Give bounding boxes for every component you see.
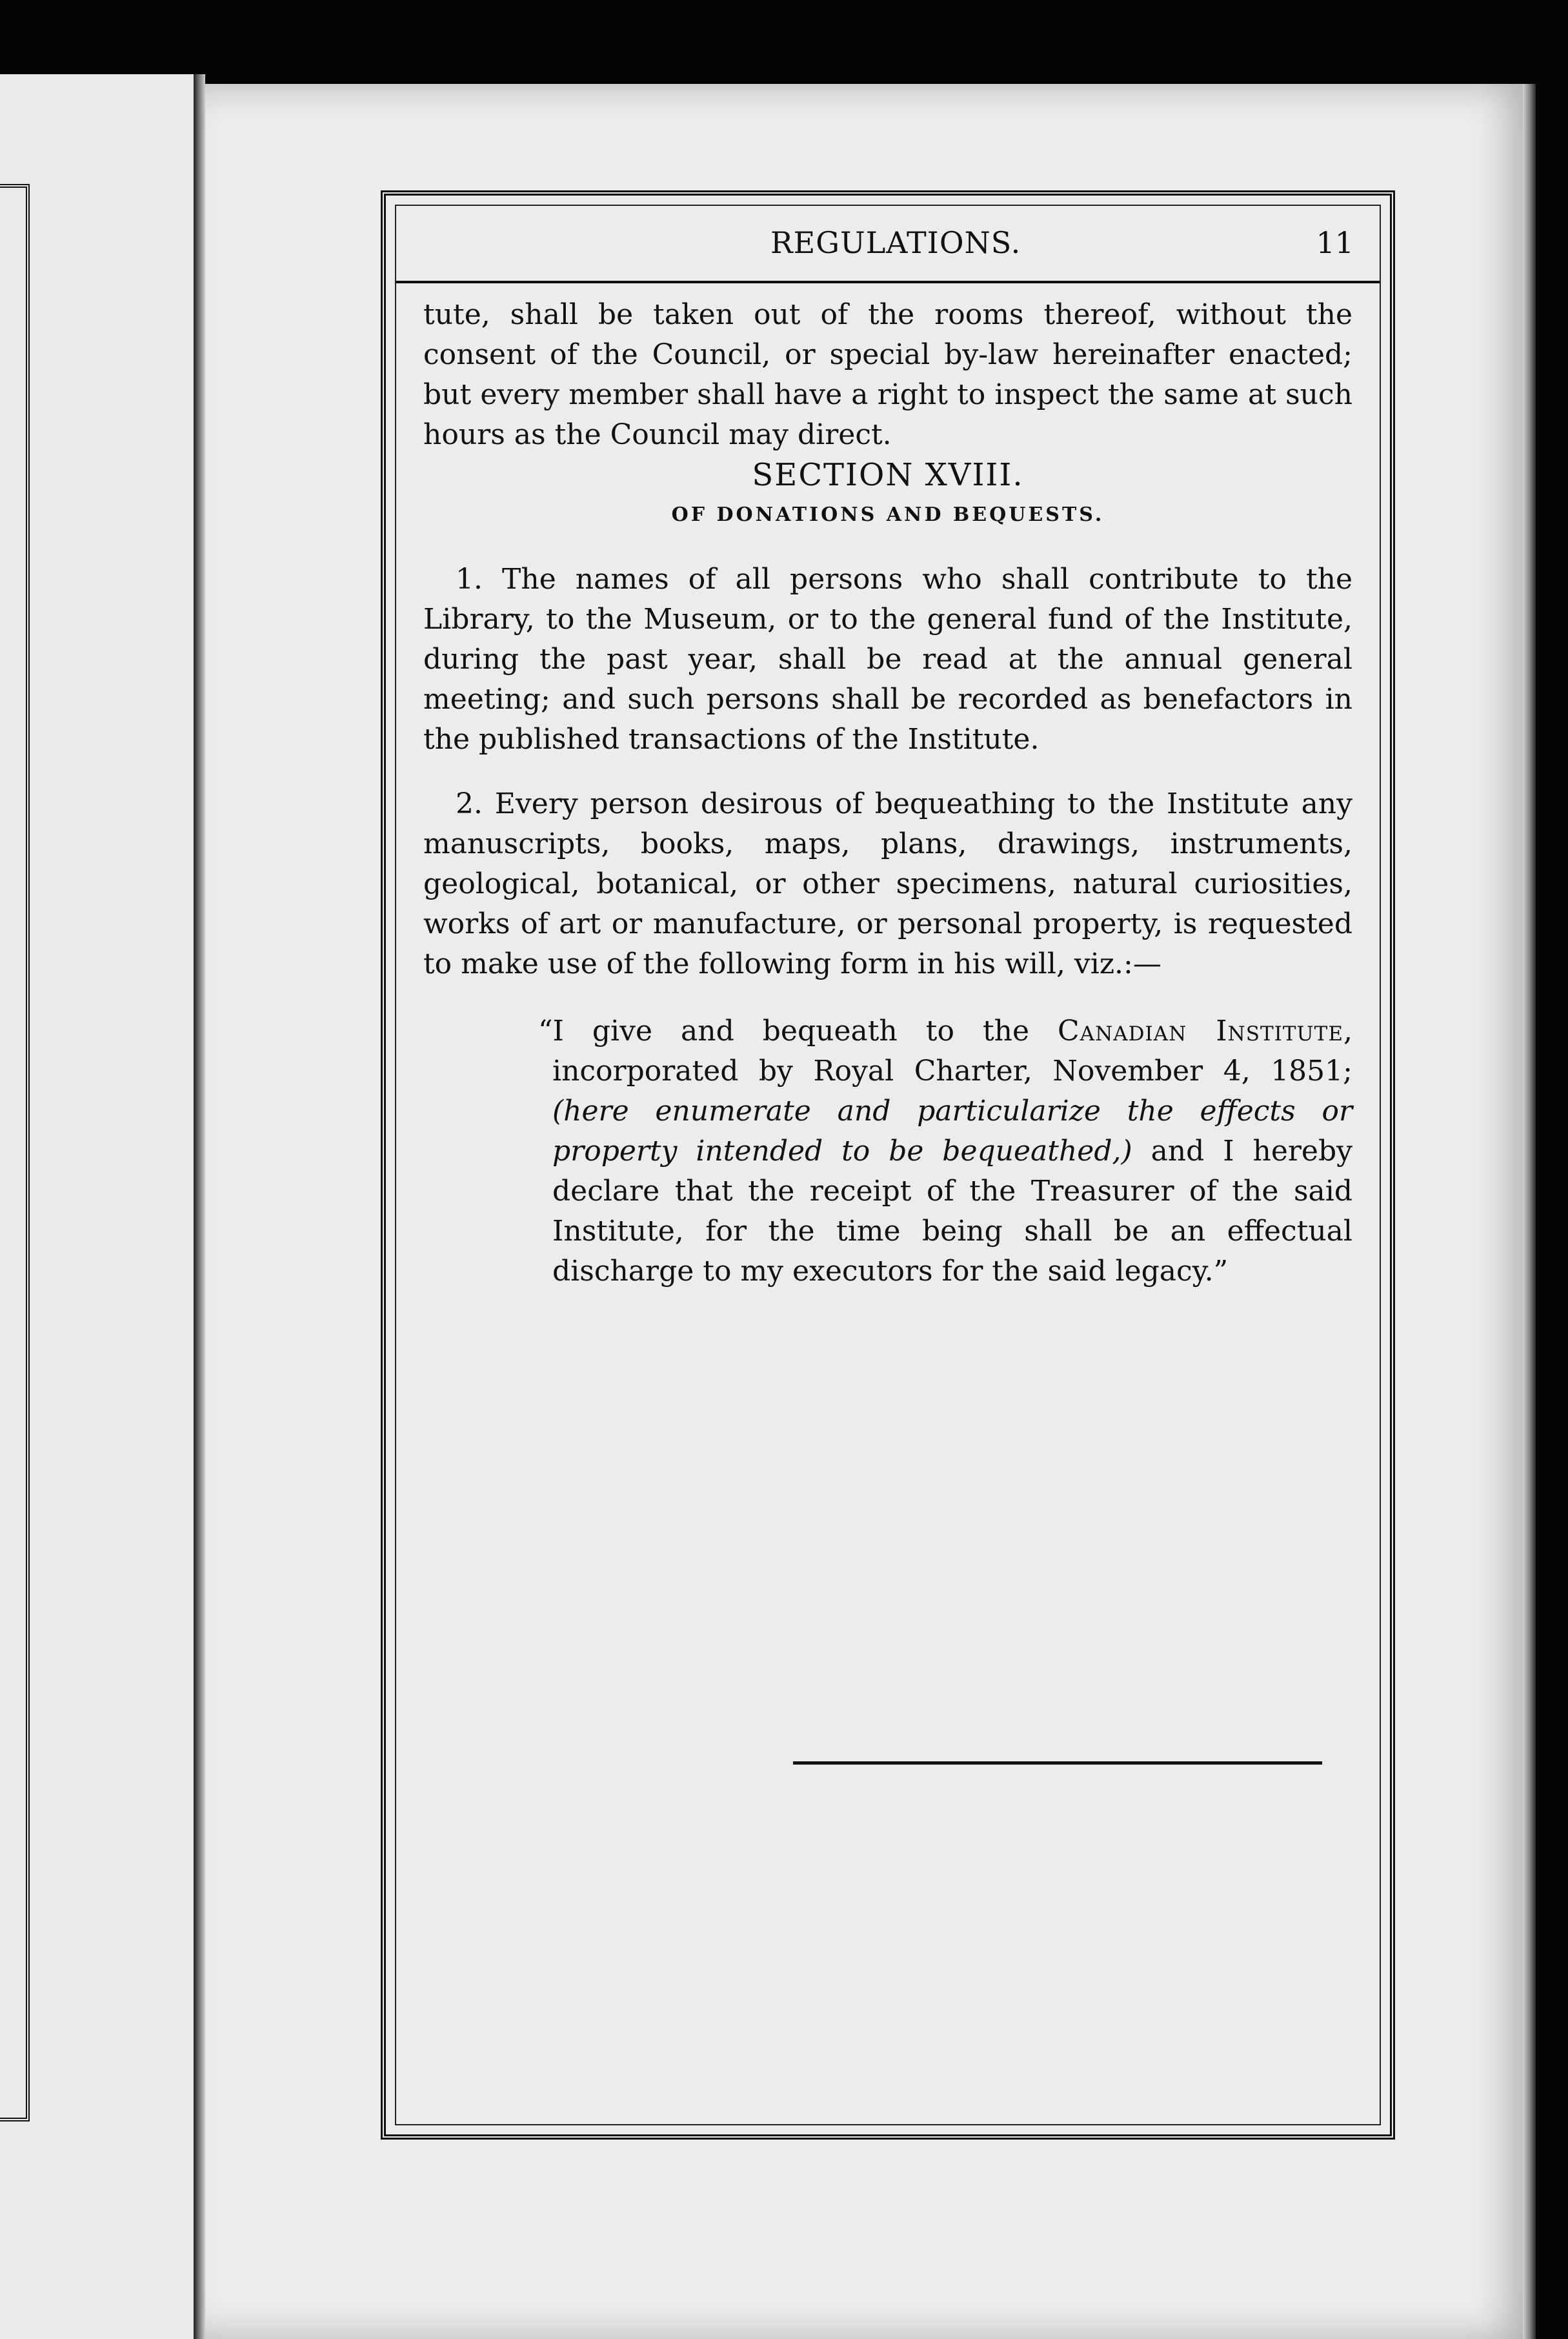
facing-page: [0, 74, 194, 2339]
section-subtitle: OF DONATIONS AND BEQUESTS.: [671, 503, 1105, 526]
book-page: [205, 84, 1536, 2339]
section-heading: SECTION XVIII.: [752, 457, 1024, 493]
page-number: 11: [1316, 225, 1354, 260]
page-inner-frame: [395, 205, 1381, 2125]
paragraph-1: 1. The names of all persons who shall contribute to the Library, to the Museum, or to the general fund of the Institute, during the past year, shall be read at the annual general meeting; and such persons shall be recorded as benefactors in the published transactions of the Institute.: [423, 563, 1352, 756]
book-gutter: [194, 74, 205, 2339]
end-rule-divider: [793, 1761, 1322, 1765]
bequest-form-quote: [538, 1011, 1352, 1291]
continuation-paragraph: tute, shall be taken out of the rooms thereof, without the consent of the Council, or special by-law hereinafter enacted; but every member shall have a right to inspect the same at such hours as the Council may direct.: [423, 298, 1352, 451]
page-edge-shadow: [1523, 84, 1536, 2339]
institute-name: Canadian Institute: [1058, 1015, 1343, 1048]
quote-part-2: , incorporated by Royal Charter, November 4, 1851;: [552, 1015, 1352, 1088]
page-content: [423, 295, 1352, 1291]
page-border-frame: [381, 190, 1395, 2140]
quote-part-3: and I hereby declare that the receipt of the Treasurer of the said Institute, for the time being shall be an effectual discharge to my executors for the said legacy.”: [552, 1135, 1352, 1288]
facing-page-frame: [0, 184, 30, 2121]
quote-part-1: “I give and bequeath to the: [538, 1015, 1058, 1048]
quote-italic-part: (here enumerate and particularize the effects or property intended to be bequeathed,): [552, 1095, 1352, 1168]
running-title: REGULATIONS.: [770, 225, 1021, 260]
running-header: [396, 206, 1380, 283]
paragraph-2: 2. Every person desirous of bequeathing to the Institute any manuscripts, books, maps, plans, drawings, instruments, geological, botanical, or other specimens, natural curiosities, works of art or manufacture, or personal property, is requested to make use of the following form in his will, viz.:—: [423, 787, 1352, 980]
